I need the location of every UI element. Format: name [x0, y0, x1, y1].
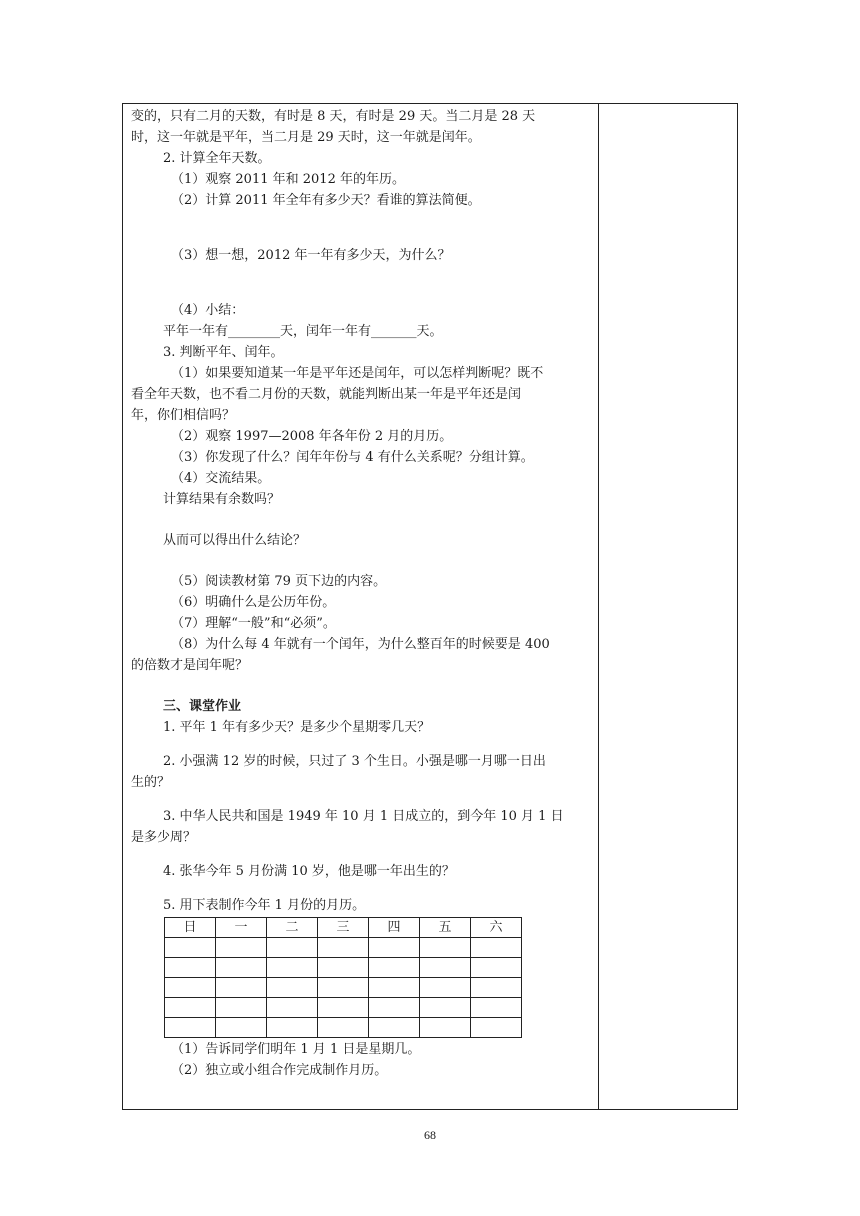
- text-line: 看全年天数，也不看二月份的天数，就能判断出某一年是平年还是闰: [131, 387, 522, 402]
- question-1: 1. 平年 1 年有多少天？是多少个星期零几天？: [163, 720, 431, 735]
- calendar-cell: [216, 938, 267, 958]
- question-5: 5. 用下表制作今年 1 月份的月历。: [163, 898, 366, 913]
- calendar-cell: [267, 998, 318, 1018]
- calendar-cell: [369, 998, 420, 1018]
- text-line: 时，这一年就是平年，当二月是 29 天时，这一年就是闰年。: [131, 130, 481, 145]
- weekday-tue: 二: [267, 918, 318, 938]
- calendar-cell: [420, 1018, 471, 1038]
- text-line: （1）如果要知道某一年是平年还是闰年，可以怎样判断呢？既不: [171, 366, 544, 381]
- calendar-cell: [318, 978, 369, 998]
- calendar-header-row: [165, 918, 522, 938]
- text-line: （3）你发现了什么？闰年年份与 4 有什么关系呢？分组计算。: [171, 450, 534, 465]
- calendar-cell: [165, 978, 216, 998]
- calendar-cell: [420, 978, 471, 998]
- calendar-cell: [216, 958, 267, 978]
- question-2: 2. 小强满 12 岁的时候，只过了 3 个生日。小强是哪一月哪一日出: [163, 754, 546, 769]
- calendar-row: [165, 998, 522, 1018]
- calendar-cell: [267, 978, 318, 998]
- calendar-cell: [471, 938, 522, 958]
- calendar-row: [165, 938, 522, 958]
- calendar-cell: [267, 958, 318, 978]
- calendar-cell: [369, 938, 420, 958]
- weekday-sun: 日: [165, 918, 216, 938]
- calendar-cell: [369, 1018, 420, 1038]
- calendar-cell: [471, 978, 522, 998]
- calendar-cell: [471, 1018, 522, 1038]
- calendar-cell: [318, 958, 369, 978]
- calendar-row: [165, 978, 522, 998]
- calendar-cell: [369, 978, 420, 998]
- section-heading: 2. 计算全年天数。: [163, 151, 271, 166]
- note-2: （2）独立或小组合作完成制作月历。: [171, 1063, 388, 1078]
- note-1: （1）告诉同学们明年 1 月 1 日是星期几。: [171, 1042, 421, 1057]
- weekday-mon: 一: [216, 918, 267, 938]
- text-line: （3）想一想，2012 年一年有多少天，为什么？: [171, 248, 451, 263]
- calendar-cell: [420, 938, 471, 958]
- text-line: 的倍数才是闰年呢？: [131, 658, 249, 673]
- weekday-wed: 三: [318, 918, 369, 938]
- calendar-cell: [420, 998, 471, 1018]
- calendar-cell: [318, 998, 369, 1018]
- page-number: 68: [424, 1128, 436, 1142]
- section-title: 三、课堂作业: [163, 699, 242, 714]
- question-4: 4. 张华今年 5 月份满 10 岁，他是哪一年出生的？: [163, 864, 455, 879]
- fill-in-line: 平年一年有________天，闰年一年有_______天。: [163, 324, 443, 339]
- text-line: （5）阅读教材第 79 页下边的内容。: [171, 574, 387, 589]
- lesson-content: [131, 106, 593, 1081]
- calendar-cell: [216, 1018, 267, 1038]
- question-2-cont: 生的？: [131, 775, 171, 790]
- text-line: （7）理解“一般”和“必须”。: [171, 616, 336, 631]
- calendar-cell: [420, 958, 471, 978]
- weekday-thu: 四: [369, 918, 420, 938]
- calendar-cell: [216, 998, 267, 1018]
- question-3: 3. 中华人民共和国是 1949 年 10 月 1 日成立的，到今年 10 月 1 日: [163, 809, 564, 824]
- calendar-row: [165, 1018, 522, 1038]
- calendar-cell: [267, 938, 318, 958]
- text-line: （2）计算 2011 年全年有多少天？看谁的算法简便。: [171, 193, 481, 208]
- question-3-cont: 是多少周？: [131, 830, 197, 845]
- calendar-cell: [369, 958, 420, 978]
- weekday-fri: 五: [420, 918, 471, 938]
- lesson-table: [122, 103, 738, 1110]
- text-line: （6）明确什么是公历年份。: [171, 595, 336, 610]
- text-line: 年，你们相信吗？: [131, 408, 236, 423]
- calendar-cell: [216, 978, 267, 998]
- text-line: 变的，只有二月的天数，有时是 8 天，有时是 29 天。当二月是 28 天: [131, 109, 536, 124]
- text-line: （4）交流结果。: [171, 471, 271, 486]
- text-line: （1）观察 2011 年和 2012 年的年历。: [171, 172, 405, 187]
- text-line: 从而可以得出什么结论？: [163, 533, 307, 548]
- calendar-cell: [165, 958, 216, 978]
- text-line: （8）为什么每 4 年就有一个闰年，为什么整百年的时候要是 400: [171, 637, 550, 652]
- column-divider: [598, 104, 599, 1109]
- text-line: （4）小结：: [171, 303, 245, 318]
- calendar-grid: [164, 917, 522, 1038]
- calendar-cell: [318, 938, 369, 958]
- calendar-cell: [471, 958, 522, 978]
- calendar-cell: [165, 938, 216, 958]
- calendar-cell: [267, 1018, 318, 1038]
- weekday-sat: 六: [471, 918, 522, 938]
- calendar-cell: [471, 998, 522, 1018]
- calendar-cell: [318, 1018, 369, 1038]
- calendar-cell: [165, 1018, 216, 1038]
- calendar-row: [165, 958, 522, 978]
- section-heading: 3. 判断平年、闰年。: [163, 345, 284, 360]
- text-line: （2）观察 1997—2008 年各年份 2 月的月历。: [171, 429, 453, 444]
- calendar-cell: [165, 998, 216, 1018]
- text-line: 计算结果有余数吗？: [163, 492, 281, 507]
